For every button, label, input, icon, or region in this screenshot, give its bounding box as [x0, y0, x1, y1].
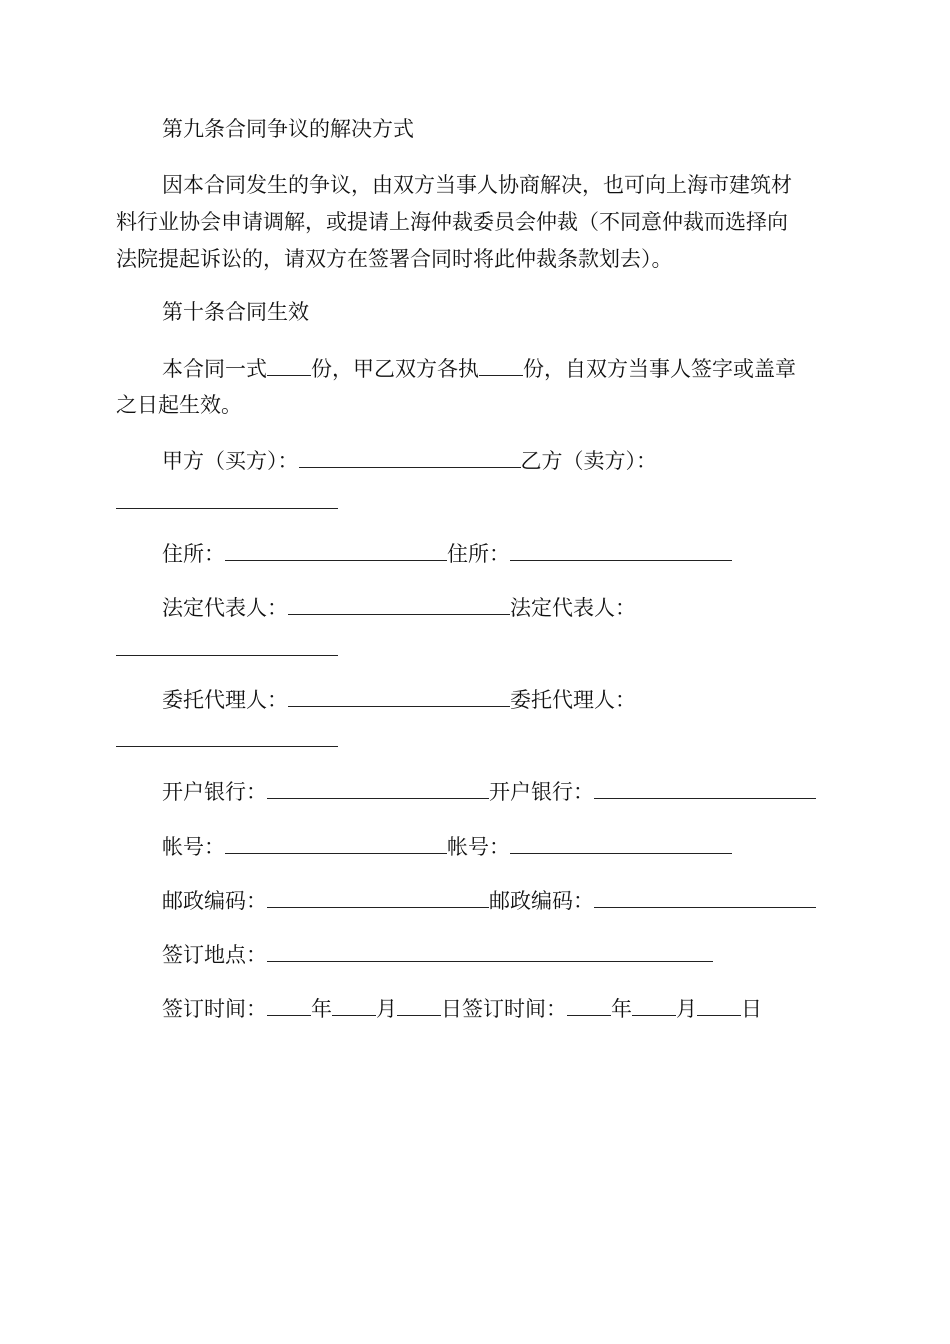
- sign-place-label: 签订地点：: [162, 943, 267, 967]
- address-b-blank[interactable]: [510, 540, 732, 561]
- party-b-blank[interactable]: [116, 508, 338, 509]
- article-9-heading: 第九条合同争议的解决方式: [162, 117, 414, 141]
- bank-a-label: 开户银行：: [162, 780, 267, 804]
- address-a-label: 住所：: [162, 542, 225, 566]
- sign-place-row: [162, 941, 713, 967]
- day-a-blank[interactable]: [397, 995, 441, 1016]
- each-holds-blank[interactable]: [479, 355, 523, 376]
- month-a-label: 月: [376, 997, 397, 1021]
- postcode-b-blank[interactable]: [594, 887, 816, 908]
- account-a-blank[interactable]: [225, 833, 447, 854]
- month-a-blank[interactable]: [332, 995, 376, 1016]
- legal-rep-row: [162, 594, 636, 620]
- bank-a-blank[interactable]: [267, 778, 489, 799]
- year-b-label: 年: [611, 997, 632, 1021]
- postcode-b-label: 邮政编码：: [489, 889, 594, 913]
- article-10-line-1: [162, 355, 796, 381]
- legal-rep-a-blank[interactable]: [288, 594, 510, 615]
- bank-b-blank[interactable]: [594, 778, 816, 799]
- agent-b-label: 委托代理人：: [510, 688, 636, 712]
- day-b-blank[interactable]: [697, 995, 741, 1016]
- postcode-a-blank[interactable]: [267, 887, 489, 908]
- postcode-row: [162, 887, 816, 913]
- copies-text: 本合同一式: [162, 357, 267, 381]
- article-10-line-2: 之日起生效。: [116, 393, 242, 417]
- month-b-label: 月: [676, 997, 697, 1021]
- party-a-row: [162, 447, 657, 473]
- address-b-label: 住所：: [447, 542, 510, 566]
- sign-time-b-label: 日签订时间：: [441, 997, 567, 1021]
- effective-text: 份，自双方当事人签字或盖章: [523, 357, 796, 381]
- agent-a-label: 委托代理人：: [162, 688, 288, 712]
- account-b-blank[interactable]: [510, 833, 732, 854]
- agent-a-blank[interactable]: [288, 686, 510, 707]
- legal-rep-a-label: 法定代表人：: [162, 596, 288, 620]
- party-a-label: 甲方（买方）：: [162, 449, 299, 473]
- copies-blank[interactable]: [267, 355, 311, 376]
- account-row: [162, 833, 732, 859]
- article-9-line-2: 料行业协会申请调解，或提请上海仲裁委员会仲裁（不同意仲裁而选择向: [116, 210, 788, 234]
- agent-row: [162, 686, 636, 712]
- account-a-label: 帐号：: [162, 835, 225, 859]
- legal-rep-b-blank[interactable]: [116, 655, 338, 656]
- bank-b-label: 开户银行：: [489, 780, 594, 804]
- year-a-label: 年: [311, 997, 332, 1021]
- agent-b-blank[interactable]: [116, 746, 338, 747]
- each-holds-text: 份，甲乙双方各执: [311, 357, 479, 381]
- article-10-heading: 第十条合同生效: [162, 300, 309, 324]
- year-a-blank[interactable]: [267, 995, 311, 1016]
- sign-time-a-label: 签订时间：: [162, 997, 267, 1021]
- month-b-blank[interactable]: [632, 995, 676, 1016]
- article-9-line-1: 因本合同发生的争议，由双方当事人协商解决，也可向上海市建筑材: [162, 173, 792, 197]
- postcode-a-label: 邮政编码：: [162, 889, 267, 913]
- bank-row: [162, 778, 816, 804]
- sign-place-blank[interactable]: [267, 941, 713, 962]
- account-b-label: 帐号：: [447, 835, 510, 859]
- address-a-blank[interactable]: [225, 540, 447, 561]
- party-b-label: 乙方（卖方）：: [520, 449, 657, 473]
- party-a-blank[interactable]: [299, 447, 521, 468]
- legal-rep-b-label: 法定代表人：: [510, 596, 636, 620]
- year-b-blank[interactable]: [567, 995, 611, 1016]
- day-b-label: 日: [741, 997, 762, 1021]
- sign-time-row: [162, 995, 762, 1021]
- address-row: [162, 540, 732, 566]
- article-9-line-3: 法院提起诉讼的，请双方在签署合同时将此仲裁条款划去）。: [116, 247, 673, 271]
